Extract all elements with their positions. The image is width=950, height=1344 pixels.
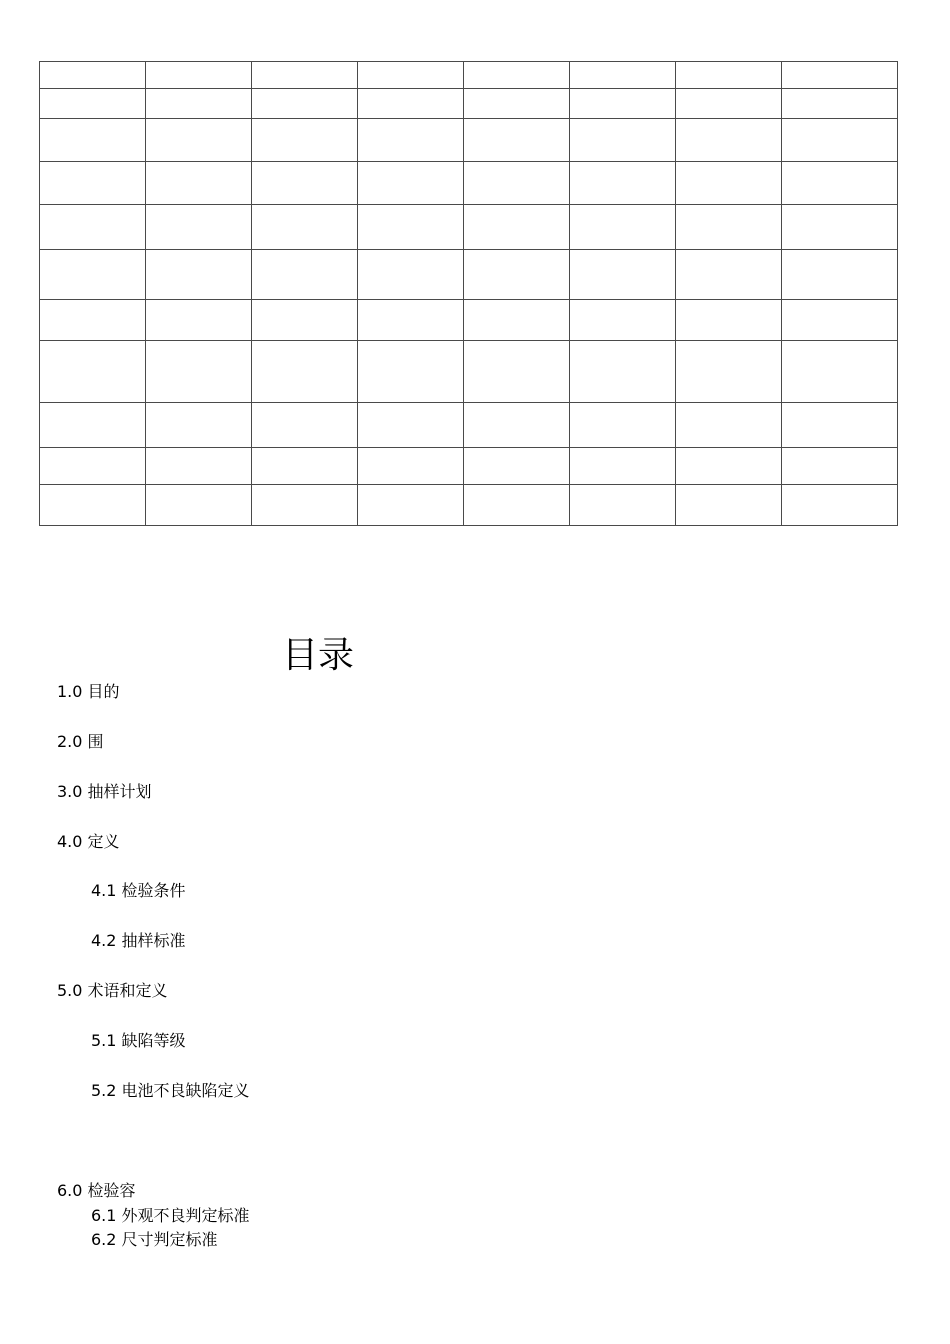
table-cell <box>252 119 358 162</box>
table-cell <box>464 62 570 89</box>
table-cell <box>676 119 782 162</box>
toc-item-label: 抽样标准 <box>121 931 186 950</box>
table-cell <box>252 448 358 485</box>
table-cell <box>358 485 464 526</box>
table-cell <box>252 485 358 526</box>
toc-item-number: 5.2 <box>91 1081 117 1100</box>
toc-item-2-0[interactable] <box>57 732 104 752</box>
table-cell <box>252 62 358 89</box>
toc-item-4-0[interactable] <box>57 832 120 852</box>
table-cell <box>40 119 146 162</box>
table-cell <box>570 403 676 448</box>
table-cell <box>40 205 146 250</box>
table-cell <box>782 162 898 205</box>
table-cell <box>782 250 898 300</box>
toc-item-6-1[interactable] <box>91 1206 250 1226</box>
table-cell <box>464 448 570 485</box>
table-cell <box>40 341 146 403</box>
table-cell <box>358 341 464 403</box>
table-cell <box>570 119 676 162</box>
table-cell <box>782 119 898 162</box>
table-cell <box>464 119 570 162</box>
table-row <box>40 62 898 89</box>
table-cell <box>570 89 676 119</box>
toc-item-6-2[interactable] <box>91 1230 218 1250</box>
toc-item-label: 术语和定义 <box>87 981 168 1000</box>
toc-item-4-2[interactable] <box>91 931 186 951</box>
table-cell <box>676 62 782 89</box>
toc-item-number: 6.2 <box>91 1230 117 1249</box>
table-cell <box>464 89 570 119</box>
table-cell <box>782 403 898 448</box>
table-cell <box>40 403 146 448</box>
table-cell <box>252 205 358 250</box>
table-cell <box>40 448 146 485</box>
table-cell <box>676 403 782 448</box>
toc-item-label: 围 <box>87 732 104 751</box>
table-cell <box>252 89 358 119</box>
toc-item-number: 4.0 <box>57 832 83 851</box>
table-cell <box>146 205 252 250</box>
table-cell <box>358 205 464 250</box>
toc-item-number: 4.2 <box>91 931 117 950</box>
table-cell <box>358 403 464 448</box>
table-cell <box>676 205 782 250</box>
table-cell <box>358 62 464 89</box>
table-cell <box>252 162 358 205</box>
table-cell <box>146 89 252 119</box>
table-row <box>40 300 898 341</box>
toc-item-number: 4.1 <box>91 881 117 900</box>
table-cell <box>570 205 676 250</box>
table-cell <box>358 300 464 341</box>
table-cell <box>40 89 146 119</box>
table-cell <box>252 341 358 403</box>
toc-item-number: 3.0 <box>57 782 83 801</box>
toc-item-label: 目的 <box>87 682 120 701</box>
toc-item-number: 5.0 <box>57 981 83 1000</box>
table-cell <box>782 485 898 526</box>
blank-revision-table <box>39 61 898 526</box>
toc-item-label: 抽样计划 <box>87 782 152 801</box>
table-cell <box>676 341 782 403</box>
table-cell <box>676 485 782 526</box>
table-cell <box>570 300 676 341</box>
table-cell <box>570 485 676 526</box>
table-row <box>40 119 898 162</box>
table-cell <box>782 341 898 403</box>
table-cell <box>146 300 252 341</box>
table-cell <box>146 341 252 403</box>
table-cell <box>40 62 146 89</box>
toc-item-1-0[interactable] <box>57 682 120 702</box>
table-cell <box>782 300 898 341</box>
table-cell <box>146 250 252 300</box>
table-cell <box>676 300 782 341</box>
table-cell <box>40 300 146 341</box>
toc-item-number: 5.1 <box>91 1031 117 1050</box>
table-cell <box>464 300 570 341</box>
table-cell <box>252 403 358 448</box>
toc-item-3-0[interactable] <box>57 782 152 802</box>
table-cell <box>252 300 358 341</box>
toc-item-label: 电池不良缺陷定义 <box>121 1081 250 1100</box>
table-row <box>40 485 898 526</box>
table-row <box>40 162 898 205</box>
table-cell <box>40 250 146 300</box>
toc-item-number: 6.0 <box>57 1181 83 1200</box>
table-cell <box>358 448 464 485</box>
toc-item-label: 外观不良判定标准 <box>121 1206 250 1225</box>
table-cell <box>358 162 464 205</box>
table-cell <box>358 119 464 162</box>
table-cell <box>146 485 252 526</box>
table-row <box>40 205 898 250</box>
table-cell <box>570 62 676 89</box>
table-row <box>40 448 898 485</box>
table-cell <box>782 89 898 119</box>
table-cell <box>146 162 252 205</box>
table-cell <box>252 250 358 300</box>
toc-item-number: 6.1 <box>91 1206 117 1225</box>
table-cell <box>464 403 570 448</box>
toc-item-number: 1.0 <box>57 682 83 701</box>
toc-item-number: 2.0 <box>57 732 83 751</box>
toc-item-label: 检验容 <box>87 1181 136 1200</box>
table-row <box>40 250 898 300</box>
toc-item-label: 定义 <box>87 832 120 851</box>
toc-title: 目录 <box>282 635 355 676</box>
table-cell <box>782 62 898 89</box>
table-cell <box>146 119 252 162</box>
table-cell <box>676 250 782 300</box>
toc-item-6-0[interactable] <box>57 1181 136 1201</box>
table-cell <box>570 162 676 205</box>
table-cell <box>40 162 146 205</box>
toc-item-4-1[interactable] <box>91 881 186 901</box>
table-cell <box>570 250 676 300</box>
table-cell <box>146 448 252 485</box>
table-cell <box>464 485 570 526</box>
table-cell <box>146 62 252 89</box>
table-cell <box>464 205 570 250</box>
toc-item-label: 尺寸判定标准 <box>121 1230 218 1249</box>
table-cell <box>676 162 782 205</box>
toc-item-label: 缺陷等级 <box>121 1031 186 1050</box>
table-cell <box>782 205 898 250</box>
table-cell <box>358 89 464 119</box>
table-cell <box>40 485 146 526</box>
table-cell <box>570 448 676 485</box>
toc-item-label: 检验条件 <box>121 881 186 900</box>
table-cell <box>570 341 676 403</box>
table-row <box>40 403 898 448</box>
table-row <box>40 89 898 119</box>
table-cell <box>146 403 252 448</box>
table-row <box>40 341 898 403</box>
table-cell <box>464 341 570 403</box>
table-cell <box>464 250 570 300</box>
table-cell <box>358 250 464 300</box>
table-cell <box>782 448 898 485</box>
table-cell <box>464 162 570 205</box>
toc-item-5-2[interactable] <box>91 1081 250 1101</box>
toc-item-5-1[interactable] <box>91 1031 186 1051</box>
toc-item-5-0[interactable] <box>57 981 168 1001</box>
table-cell <box>676 448 782 485</box>
table-cell <box>676 89 782 119</box>
